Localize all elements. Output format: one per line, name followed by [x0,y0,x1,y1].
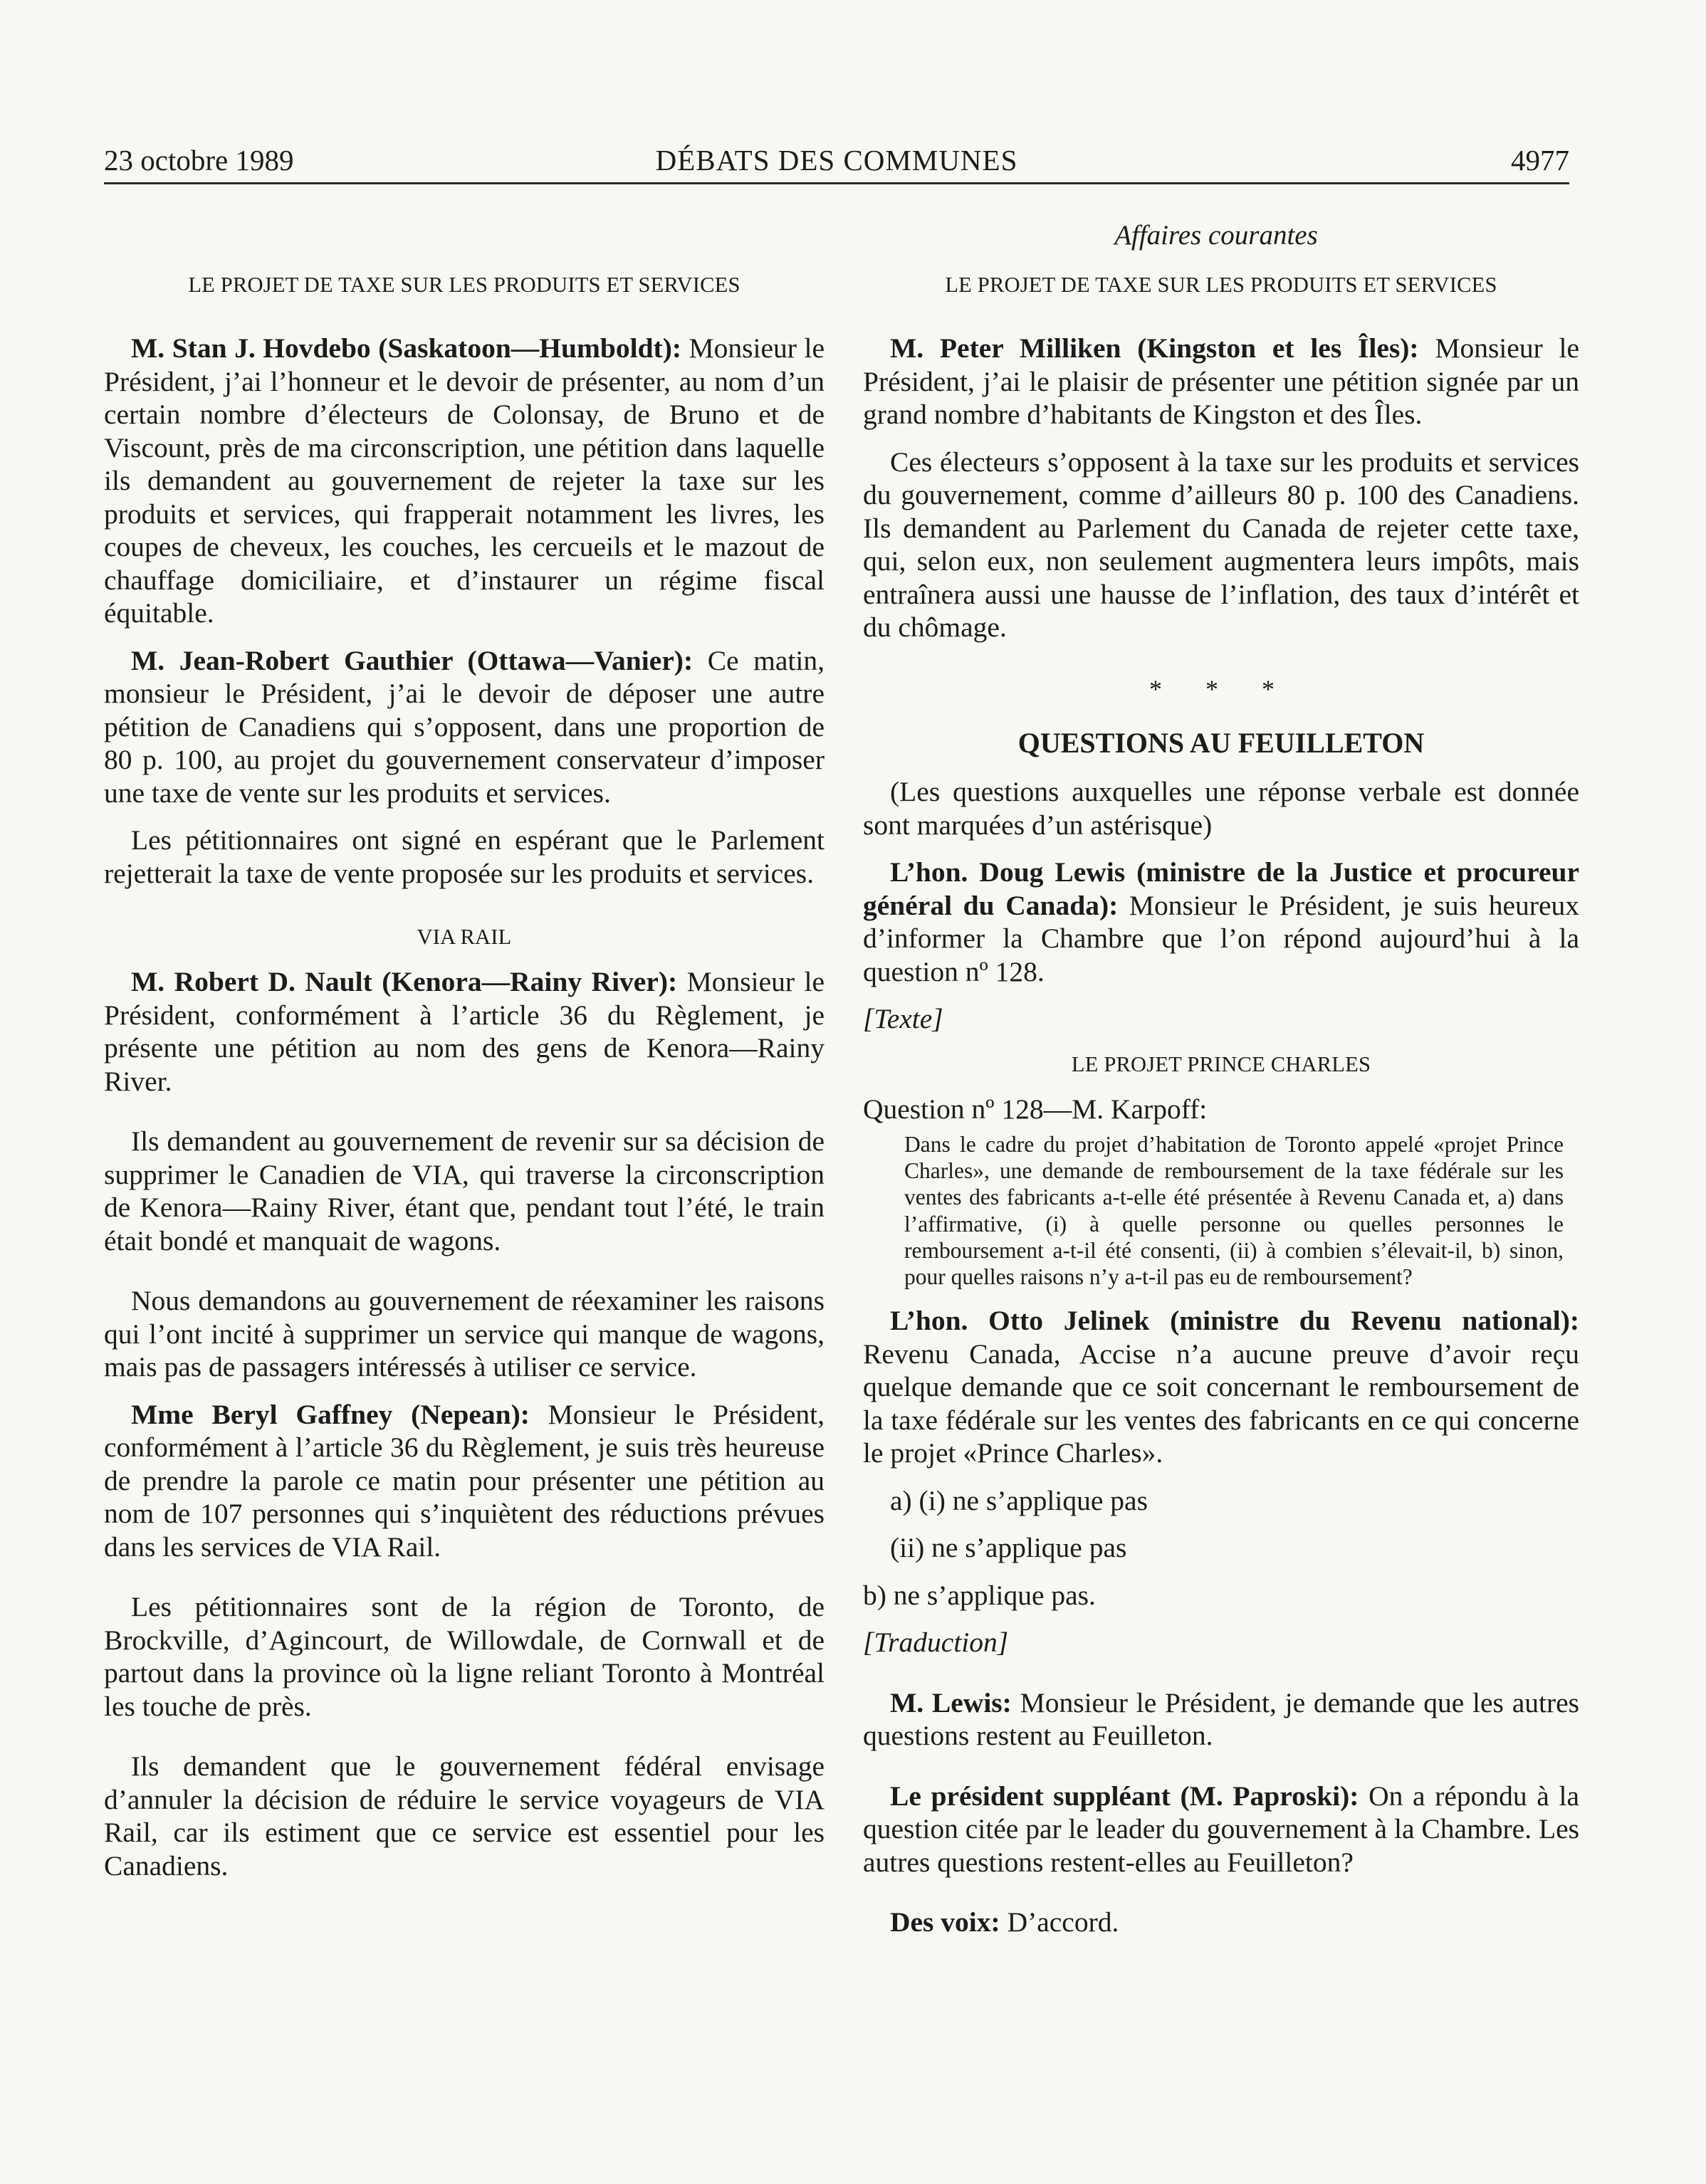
speech-text: Revenu Canada, Accise n’a aucune preuve d’avoir reçu quelque demande que ce soit concernant le remboursement de la taxe fédérale sur les ventes des fabricants en ce qui concerne le projet «Prince Charles». [863,1338,1579,1469]
answer-b: b) ne s’applique pas. [863,1579,1096,1611]
speaker-name: M. Robert D. Nault (Kenora—Rainy River): [131,966,678,997]
header-title: DÉBATS DES COMMUNES [655,144,1018,177]
speech-paproski [863,1780,1579,1879]
right-column [863,268,1579,1939]
answer-a: a) (i) ne s’applique pas [890,1484,1148,1516]
speaker-name: Mme Beryl Gaffney (Nepean): [131,1398,530,1430]
header-date: 23 octobre 1989 [104,144,294,177]
question-label: Question nº 128—M. Karpoff: [863,1093,1208,1125]
speech-text: Monsieur le Président, j’ai le plaisir de présenter une pétition signée par un grand nombre d’habitants de Kingston et des Îles. [863,332,1579,430]
speech-jelinek [863,1304,1579,1470]
section-separator: * * * [1149,674,1293,703]
section-rubric: Affaires courantes [1114,220,1318,251]
heading-prince-charles: LE PROJET PRINCE CHARLES [1071,1051,1371,1076]
heading-via-rail: VIA RAIL [417,925,512,949]
speech-milliken [863,332,1579,431]
speech-gaffney [104,1398,825,1564]
speech-lewis [863,1686,1579,1753]
answer-ii: (ii) ne s’applique pas [890,1532,1127,1564]
paragraph: Ils demandent que le gouvernement fédéral envisage d’annuler la décision de réduire le service voyageurs de VIA Rail, car ils estiment que ce service est essentiel pour les Canadiens. [104,1750,825,1881]
header-rule [104,182,1569,184]
speaker-name: Le président suppléant (M. Paproski): [890,1780,1359,1812]
speech-text: On a répondu à la question citée par le leader du gouvernement à la Chambre. Les autres questions restent-elles au Feuilleton? [863,1780,1579,1878]
heading-gst-left: LE PROJET DE TAXE SUR LES PRODUITS ET SERVICES [188,273,741,297]
paragraph: Les pétitionnaires ont signé en espérant que le Parlement rejetterait la taxe de vente proposée sur les produits et services. [104,824,825,889]
speaker-name: L’hon. Doug Lewis (ministre de la Justice et procureur général du Canada): [863,856,1579,921]
speech-hovdebo [104,332,825,630]
page-number: 4977 [1511,144,1569,177]
speech-gauthier [104,644,825,810]
heading-gst-right: LE PROJET DE TAXE SUR LES PRODUITS ET SERVICES [945,273,1497,297]
texte-marker: [Texte] [863,1003,943,1034]
paragraph: Nous demandons au gouvernement de réexaminer les raisons qui l’ont incité à supprimer un service qui manque de wagons, mais pas de passagers intéressés à utiliser ce service. [104,1285,825,1382]
speech-text: D’accord. [1000,1906,1119,1938]
speaker-name: Des voix: [890,1906,1000,1938]
speech-text: Monsieur le Président, je suis heureux d’informer la Chambre que l’on répond aujourd’hui à la question nº 128. [863,889,1579,987]
running-head [104,142,1569,178]
speaker-name: M. Peter Milliken (Kingston et les Îles): [890,332,1419,364]
speaker-name: L’hon. Otto Jelinek (ministre du Revenu national): [890,1305,1579,1337]
speaker-name: M. Stan J. Hovdebo (Saskatoon—Humboldt): [131,332,682,364]
question-text: Dans le cadre du projet d’habitation de Toronto appelé «projet Prince Charles», une demande de remboursement de la taxe fédérale sur les ventes des fabricants a-t-elle été présentée à Revenu Canada et, a) dans l’affirmative, (i) à quelle personne ou quelles personnes le remboursement a-t-il été consenti, (ii) à combien s’élevait-il, b) sinon, pour quelles raisons n’y a-t-il pas eu de remboursement? [904,1132,1564,1290]
speech-nault [104,965,825,1098]
speech-text: Monsieur le Président, conformément à l’article 36 du Règlement, je présente une pétition au nom des gens de Kenora—Rainy River. [104,966,825,1097]
speech-text: Monsieur le Président, conformément à l’article 36 du Règlement, je suis très heureuse de prendre la parole ce matin pour présenter une pétition au nom de 107 personnes qui s’inquiètent des réductions prévues dans les services de VIA Rail. [104,1398,825,1563]
paragraph: (Les questions auxquelles une réponse verbale est donnée sont marquées d’un astérisque) [863,776,1579,841]
speaker-name: M. Jean-Robert Gauthier (Ottawa—Vanier): [131,644,694,676]
left-column [104,268,825,1882]
paragraph: Ces électeurs s’opposent à la taxe sur les produits et services du gouvernement, comme d’ailleurs 80 p. 100 des Canadiens. Ils demandent au Parlement du Canada de rejeter cette taxe, qui, selon eux, non seulement augmentera leurs impôts, mais entraînera aussi une hausse de l’inflation, des taux d’intérêt et du chômage. [863,446,1579,643]
speech-doug-lewis [863,856,1579,988]
speech-text: Monsieur le Président, je demande que les autres questions restent au Feuilleton. [863,1686,1580,1752]
speech-text: Ce matin, monsieur le Président, j’ai le devoir de déposer une autre pétition de Canadiens qui s’opposent, dans une proportion de 80 p. 100, au projet du gouvernement conservateur d’imposer une taxe de vente sur les produits et services. [104,644,825,809]
heading-questions: QUESTIONS AU FEUILLETON [1017,727,1425,759]
speech-voices [863,1906,1579,1939]
speech-text: Monsieur le Président, j’ai l’honneur et le devoir de présenter, au nom d’un certain nombre d’électeurs de Colonsay, de Bruno et de Viscount, près de ma circonscription, une pétition dans laquelle ils demandent au gouvernement de rejeter la taxe sur les produits et services, qui frapperait notamment les livres, les coupes de cheveux, les couches, les cercueils et le mazout de chauffage domiciliaire, et d’instaurer un régime fiscal équitable. [104,332,825,629]
paragraph: Les pétitionnaires sont de la région de Toronto, de Brockville, d’Agincourt, de Willowdale, de Cornwall et de partout dans la province où la ligne reliant Toronto à Montréal les touche de près. [104,1591,825,1722]
speaker-name: M. Lewis: [890,1686,1012,1718]
paragraph: Ils demandent au gouvernement de revenir sur sa décision de supprimer le Canadien de VIA, qui traverse la circonscription de Kenora—Rainy River, étant que, pendant tout l’été, le train était bondé et manquait de wagons. [104,1125,825,1256]
traduction-marker: [Traduction] [863,1627,1009,1659]
